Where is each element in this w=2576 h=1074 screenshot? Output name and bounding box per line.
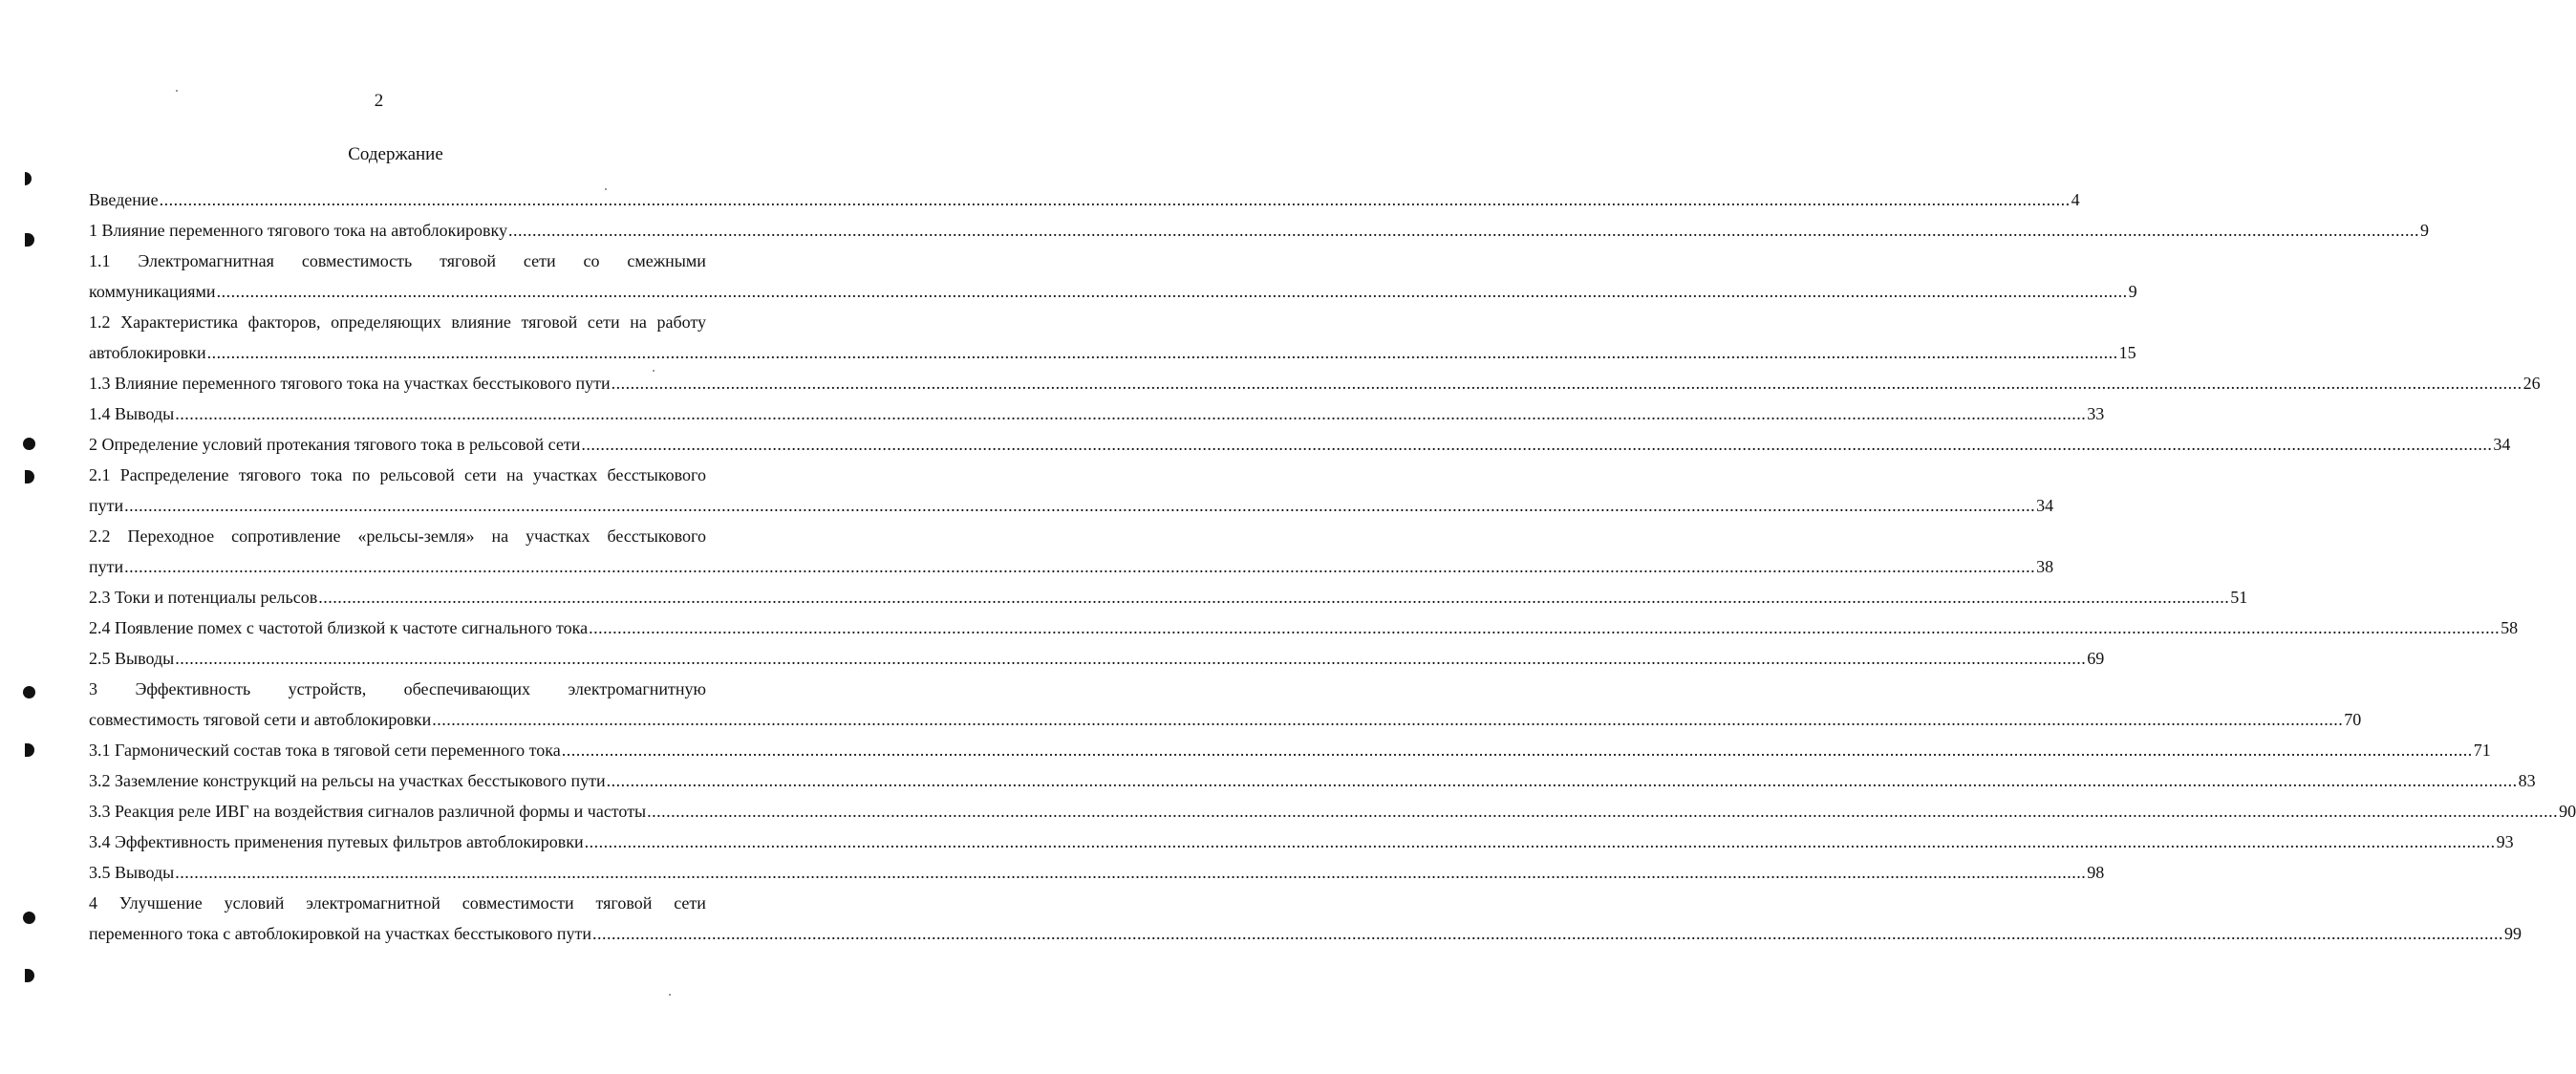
toc-entry[interactable] <box>89 857 2105 888</box>
toc-entry[interactable] <box>89 827 2514 857</box>
toc-entry-line <box>89 735 2491 765</box>
dot-leader: ................................................................................................................................................................................................................................................................................................................................................................................................................ <box>159 190 2071 209</box>
toc-word: участках <box>526 526 590 546</box>
dot-leader: ................................................................................................................................................................................................................................................................................................................................................................................................................ <box>584 832 2496 851</box>
toc-entry[interactable] <box>89 184 2080 215</box>
toc-entry-line <box>89 704 2362 735</box>
toc-entry-title: 1 Влияние переменного тягового тока на автоблокировку <box>89 221 507 240</box>
toc-entry[interactable] <box>89 765 2536 796</box>
toc-word: на <box>491 526 509 546</box>
toc-page-number: 70 <box>2344 710 2362 729</box>
dot-leader: ................................................................................................................................................................................................................................................................................................................................................................................................................ <box>216 282 2128 301</box>
toc-page-number: 38 <box>2036 557 2054 576</box>
dot-leader: ................................................................................................................................................................................................................................................................................................................................................................................................................ <box>647 802 2559 821</box>
toc-entry-line <box>89 551 2054 582</box>
toc-entry[interactable] <box>89 215 2429 246</box>
toc-entry-title: коммуникациями <box>89 282 216 301</box>
toc-word: Распределение <box>119 465 229 484</box>
toc-entry-title: совместимость тяговой сети и автоблокировки <box>89 710 432 729</box>
toc-entry-line <box>89 796 2576 827</box>
toc-entry[interactable] <box>89 674 2362 735</box>
toc-word: совместимость <box>301 251 413 270</box>
dot-leader: ................................................................................................................................................................................................................................................................................................................................................................................................................ <box>432 710 2344 729</box>
toc-word: факторов, <box>247 312 321 332</box>
toc-word: тяговой <box>440 251 496 270</box>
toc-entry-line <box>89 429 2511 460</box>
toc-page-number: 71 <box>2473 741 2491 760</box>
page-title: Содержание <box>348 144 443 164</box>
toc-word: 1.1 <box>89 251 111 270</box>
toc-word: тягового <box>238 465 301 484</box>
toc-word: электромагнитную <box>568 679 706 698</box>
toc-word: определяющих <box>331 312 441 332</box>
toc-word: Электромагнитная <box>138 251 274 270</box>
scan-speck <box>669 994 671 996</box>
toc-entry[interactable] <box>89 460 2054 521</box>
toc-page-number: 34 <box>2493 435 2511 454</box>
toc-word: сети <box>587 312 620 332</box>
toc-word: по <box>352 465 371 484</box>
dot-leader: ................................................................................................................................................................................................................................................................................................................................................................................................................ <box>175 404 2087 423</box>
toc-word: Улучшение <box>118 893 203 913</box>
toc-entry[interactable] <box>89 521 2054 582</box>
toc-entry-title: 3.3 Реакция реле ИВГ на воздействия сигналов различной формы и частоты <box>89 802 647 821</box>
toc-page-number: 93 <box>2496 832 2514 851</box>
toc-page-number: 99 <box>2504 924 2522 943</box>
toc-entry-line <box>89 368 2541 398</box>
toc-word: сети <box>523 251 556 270</box>
toc-entry-line <box>89 184 2080 215</box>
toc-page-number: 33 <box>2087 404 2105 423</box>
dot-leader: ................................................................................................................................................................................................................................................................................................................................................................................................................ <box>606 771 2518 790</box>
toc-entry-title: 3.4 Эффективность применения путевых фильтров автоблокировки <box>89 832 584 851</box>
toc-page-number: 51 <box>2230 588 2248 607</box>
binder-hole-mark <box>23 686 35 698</box>
toc-page-number: 34 <box>2036 496 2054 515</box>
toc-word: совместимости <box>462 893 574 913</box>
binder-hole-mark <box>25 172 32 185</box>
dot-leader: ................................................................................................................................................................................................................................................................................................................................................................................................................ <box>124 557 2036 576</box>
dot-leader: ................................................................................................................................................................................................................................................................................................................................................................................................................ <box>318 588 2230 607</box>
toc-entry-line <box>89 490 2054 521</box>
toc-entry-line <box>89 398 2105 429</box>
toc-word: со <box>583 251 600 270</box>
toc-entry-line <box>89 521 706 551</box>
toc-entry-title: переменного тока с автоблокировкой на участках бесстыкового пути <box>89 924 592 943</box>
toc-word: электромагнитной <box>306 893 440 913</box>
toc-word: устройств, <box>288 679 367 698</box>
toc-entry[interactable] <box>89 307 2136 368</box>
binder-hole-mark <box>23 912 35 924</box>
toc-entry-title: 3.1 Гармонический состав тока в тяговой сети переменного тока <box>89 741 561 760</box>
toc-word: 1.2 <box>89 312 111 332</box>
toc-word: Переходное <box>127 526 215 546</box>
toc-entry-title: автоблокировки <box>89 343 206 362</box>
toc-entry-line <box>89 765 2536 796</box>
toc-word: Характеристика <box>120 312 239 332</box>
toc-word: тяговой <box>521 312 578 332</box>
toc-page-number: 90 <box>2559 802 2576 821</box>
page-number: 2 <box>374 91 384 111</box>
dot-leader: ................................................................................................................................................................................................................................................................................................................................................................................................................ <box>561 741 2473 760</box>
toc-entry-line <box>89 918 2522 949</box>
toc-word: сети <box>674 893 706 913</box>
toc-entry[interactable] <box>89 429 2511 460</box>
toc-word: бесстыкового <box>607 465 706 484</box>
toc-page-number: 83 <box>2518 771 2536 790</box>
toc-word: тока <box>311 465 343 484</box>
toc-entry-line <box>89 674 706 704</box>
toc-entry-title: пути <box>89 557 124 576</box>
toc-word: 4 <box>89 893 97 913</box>
toc-entry-line <box>89 827 2514 857</box>
toc-word: участках <box>532 465 598 484</box>
toc-entry[interactable] <box>89 398 2105 429</box>
toc-entry[interactable] <box>89 612 2519 643</box>
toc-entry-title: 3.2 Заземление конструкций на рельсы на участках бесстыкового пути <box>89 771 606 790</box>
toc-entry-title: 1.4 Выводы <box>89 404 175 423</box>
scan-speck <box>653 370 655 372</box>
binder-hole-mark <box>25 969 34 982</box>
toc-entry-line <box>89 337 2136 368</box>
toc-entry[interactable] <box>89 246 2137 307</box>
toc-entry-title: 1.3 Влияние переменного тягового тока на участках бесстыкового пути <box>89 374 611 393</box>
toc-word: рельсовой <box>379 465 455 484</box>
toc-word: на <box>630 312 647 332</box>
toc-entry-line <box>89 276 2137 307</box>
dot-leader: ................................................................................................................................................................................................................................................................................................................................................................................................................ <box>175 863 2087 882</box>
binder-hole-mark <box>25 470 34 483</box>
dot-leader: ................................................................................................................................................................................................................................................................................................................................................................................................................ <box>581 435 2493 454</box>
toc-entry-title: пути <box>89 496 124 515</box>
toc-entry-line <box>89 582 2248 612</box>
toc-entry[interactable] <box>89 888 2522 949</box>
dot-leader: ................................................................................................................................................................................................................................................................................................................................................................................................................ <box>592 924 2504 943</box>
toc-page-number: 26 <box>2522 374 2541 393</box>
toc-word: Эффективность <box>135 679 251 698</box>
toc-entry[interactable] <box>89 582 2248 612</box>
binder-hole-mark <box>25 233 34 247</box>
toc-entry-title: 2.4 Появление помех с частотой близкой к частоте сигнального тока <box>89 618 589 637</box>
dot-leader: ................................................................................................................................................................................................................................................................................................................................................................................................................ <box>507 221 2419 240</box>
toc-entry-line <box>89 307 706 337</box>
toc-entry-line <box>89 857 2105 888</box>
dot-leader: ................................................................................................................................................................................................................................................................................................................................................................................................................ <box>589 618 2501 637</box>
toc-entry[interactable] <box>89 368 2541 398</box>
toc-entry-line <box>89 246 706 276</box>
toc-page-number: 4 <box>2071 190 2080 209</box>
dot-leader: ................................................................................................................................................................................................................................................................................................................................................................................................................ <box>206 343 2118 362</box>
toc-entry-line <box>89 215 2429 246</box>
scan-speck <box>176 90 178 92</box>
toc-word: условий <box>224 893 285 913</box>
dot-leader: ................................................................................................................................................................................................................................................................................................................................................................................................................ <box>611 374 2522 393</box>
toc-page-number: 58 <box>2501 618 2519 637</box>
toc-entry-line <box>89 460 706 490</box>
toc-word: 2.1 <box>89 465 111 484</box>
toc-page-number: 15 <box>2118 343 2136 362</box>
toc-word: 3 <box>89 679 97 698</box>
dot-leader: ................................................................................................................................................................................................................................................................................................................................................................................................................ <box>124 496 2036 515</box>
toc-entry-title: 2 Определение условий протекания тягового тока в рельсовой сети <box>89 435 581 454</box>
toc-word: тяговой <box>595 893 653 913</box>
dot-leader: ................................................................................................................................................................................................................................................................................................................................................................................................................ <box>175 649 2087 668</box>
toc-entry-title: 2.3 Токи и потенциалы рельсов <box>89 588 318 607</box>
toc-word: сопротивление <box>231 526 341 546</box>
toc-page-number: 9 <box>2419 221 2429 240</box>
toc-word: сети <box>464 465 497 484</box>
toc-entry-title: 2.5 Выводы <box>89 649 175 668</box>
toc-word: влияние <box>451 312 511 332</box>
toc-entry[interactable] <box>89 643 2105 674</box>
table-of-contents <box>89 184 2576 949</box>
toc-entry-line <box>89 888 706 918</box>
binder-hole-mark <box>23 438 35 450</box>
toc-word: «рельсы-земля» <box>357 526 475 546</box>
toc-page-number: 98 <box>2087 863 2105 882</box>
toc-entry[interactable] <box>89 735 2491 765</box>
toc-page-number: 69 <box>2087 649 2105 668</box>
toc-word: на <box>506 465 524 484</box>
toc-entry-title: Введение <box>89 190 159 209</box>
binder-hole-mark <box>25 743 34 757</box>
toc-page-number: 9 <box>2128 282 2137 301</box>
toc-entry-title: 3.5 Выводы <box>89 863 175 882</box>
toc-word: бесстыкового <box>607 526 706 546</box>
toc-word: обеспечивающих <box>403 679 531 698</box>
toc-word: смежными <box>627 251 706 270</box>
toc-entry-line <box>89 612 2519 643</box>
scan-speck <box>605 188 607 190</box>
toc-word: 2.2 <box>89 526 111 546</box>
toc-word: работу <box>656 312 706 332</box>
toc-entry[interactable] <box>89 796 2576 827</box>
toc-entry-line <box>89 643 2105 674</box>
